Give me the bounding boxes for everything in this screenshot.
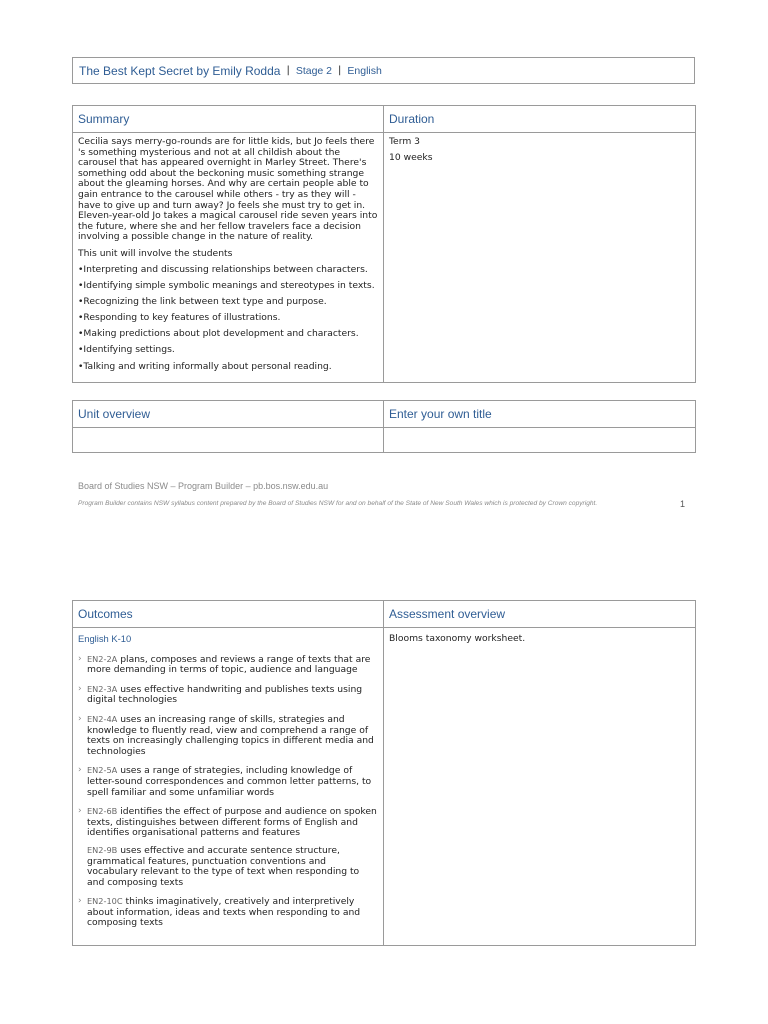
outcomes-table (72, 600, 696, 946)
outcome-item (78, 806, 378, 839)
summary-bullet: •Recognizing the link between text type and purpose. (78, 295, 327, 307)
english-k10-heading: English K-10 (78, 633, 132, 644)
chevron-right-icon: › (78, 765, 82, 776)
outcome-code: EN2-5A (87, 765, 118, 776)
duration-cell (384, 133, 696, 383)
summary-header: Summary (73, 106, 384, 133)
outcome-text: uses effective handwriting and publishes texts using digital technologies (87, 683, 363, 706)
outcomes-cell (73, 628, 384, 946)
unit-overview-cell[interactable] (73, 428, 384, 453)
summary-bullet: •Talking and writing informally about personal reading. (78, 360, 332, 372)
page-number: 1 (680, 499, 686, 509)
unit-title-bar (72, 57, 695, 84)
outcome-text: uses a range of strategies, including knowledge of letter-sound correspondences and common letter patterns, to spell familiar and some unfamiliar words (87, 765, 372, 798)
outcome-text: thinks imaginatively, creatively and interpretively about information, ideas and texts when responding to and composing texts (87, 896, 361, 929)
summary-bullet: •Identifying settings. (78, 344, 175, 356)
footer-copyright: Program Builder contains NSW syllabus content prepared by the Board of Studies NSW for and on behalf of the State of New South Wales which is protected by Crown copyright. (78, 500, 598, 507)
duration-header: Duration (384, 106, 696, 133)
own-title-header: Enter your own title (384, 401, 696, 428)
chevron-right-icon: › (78, 713, 82, 724)
outcome-code: EN2-10C (87, 896, 123, 907)
chevron-right-icon: › (78, 806, 82, 817)
outcome-code: EN2-9B (87, 844, 118, 855)
outcome-code: EN2-2A (87, 653, 118, 664)
unit-overview-table (72, 400, 696, 453)
outcome-item (78, 684, 378, 706)
outcome-item (78, 896, 378, 929)
chevron-right-icon: › (78, 683, 82, 694)
stage-label: Stage 2 (295, 64, 333, 77)
outcome-text: identifies the effect of purpose and audience on spoken texts, distinguishes between different forms of English and identifies organisational patterns and features (87, 806, 377, 839)
outcome-item (78, 714, 378, 757)
title-separator: | (338, 65, 342, 76)
outcome-item (78, 654, 378, 676)
summary-text: Cecilia says merry-go-rounds are for little kids, but Jo feels there 's something mysterious and not at all childish about the carousel that has appeared overnight in Marley Street. There's something odd about the beckoning music something strange about the gleaming horses. And why are certain people able to gain entrance to the carousel while others - try as they will - have to give up and turn away? Jo feels she must try to get in. Eleven-year-old Jo takes a magical carousel ride seven years into the future, where she and her fellow travelers face a decision involving a possible change in the nature of reality. (78, 136, 378, 243)
duration-term: Term 3 (389, 136, 421, 147)
duration-weeks: 10 weeks (389, 151, 433, 163)
summary-bullet: •Responding to key features of illustrations. (78, 312, 281, 324)
footer-source: Board of Studies NSW – Program Builder – pb.bos.nsw.edu.au (78, 481, 329, 491)
assessment-header: Assessment overview (384, 601, 696, 628)
summary-table (72, 105, 696, 383)
assessment-text: Blooms taxonomy worksheet. (389, 633, 526, 644)
chevron-right-icon: › (78, 896, 82, 907)
title-separator: | (286, 65, 290, 76)
outcome-item (78, 765, 378, 798)
summary-bullet: •Identifying simple symbolic meanings and stereotypes in texts. (78, 279, 375, 291)
outcome-text: uses effective and accurate sentence structure, grammatical features, punctuation conventions and vocabulary relevant to the type of text when responding to and composing texts (87, 844, 360, 888)
outcome-code: EN2-4A (87, 713, 118, 724)
summary-intro: This unit will involve the students (78, 247, 233, 259)
unit-overview-header: Unit overview (73, 401, 384, 428)
outcome-text: uses an increasing range of skills, strategies and knowledge to fluently read, view and comprehend a range of texts on increasingly challenging topics in different media and technologies (87, 713, 374, 757)
outcome-text: plans, composes and reviews a range of texts that are more demanding in terms of topic, audience and language (87, 653, 371, 676)
summary-bullet: •Making predictions about plot development and characters. (78, 328, 359, 340)
subject-label: English (347, 64, 382, 77)
unit-title: The Best Kept Secret by Emily Rodda (79, 63, 281, 78)
summary-cell (73, 133, 384, 383)
outcome-item (78, 845, 378, 888)
assessment-cell (384, 628, 696, 946)
outcome-code: EN2-3A (87, 683, 118, 694)
outcomes-header: Outcomes (73, 601, 384, 628)
own-title-cell[interactable] (384, 428, 696, 453)
summary-bullet: •Interpreting and discussing relationships between characters. (78, 263, 368, 275)
outcome-code: EN2-6B (87, 806, 118, 817)
chevron-right-icon: › (78, 653, 82, 664)
